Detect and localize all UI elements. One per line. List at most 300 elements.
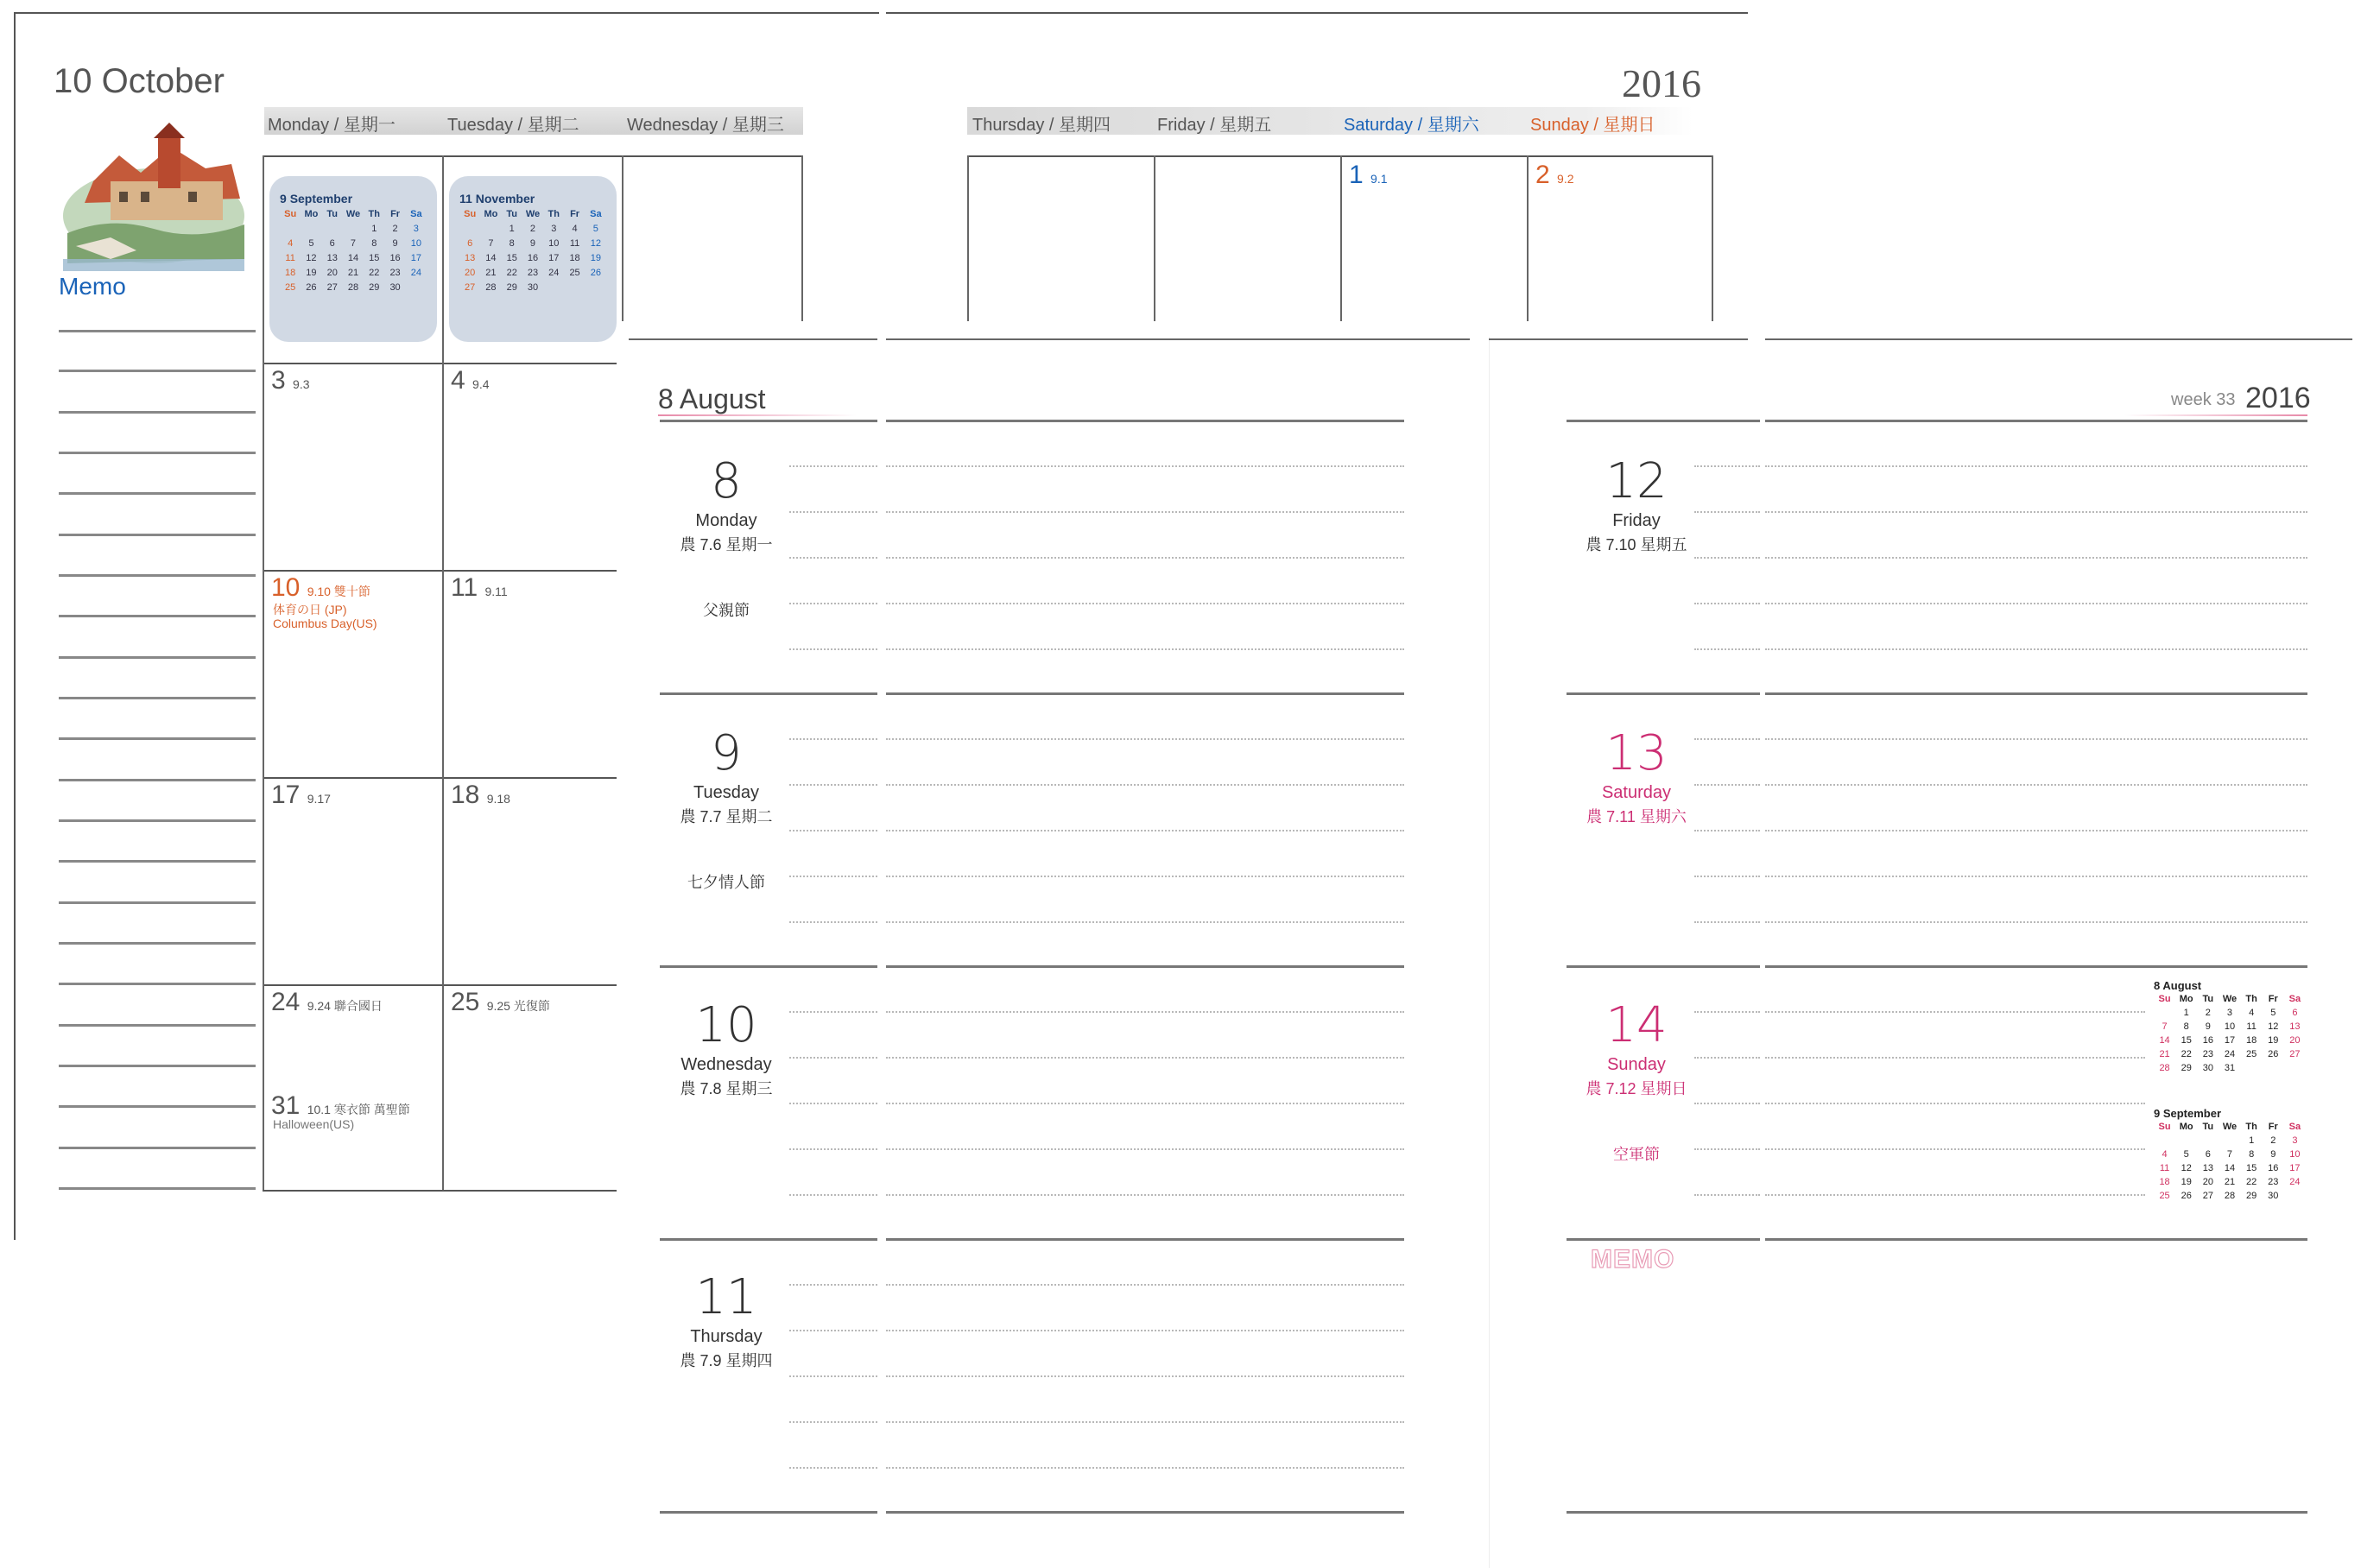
writing-line[interactable] xyxy=(789,1148,877,1150)
mini-calendar-day: 12 xyxy=(2181,1163,2192,1173)
memo-line[interactable] xyxy=(59,860,256,863)
mini-calendar-day: 9 xyxy=(529,238,536,249)
mini-calendar-day xyxy=(2263,1063,2284,1073)
memo-outline-label: MEMO xyxy=(1591,1245,1675,1274)
mini-calendar-day xyxy=(2154,1008,2175,1018)
memo-line[interactable] xyxy=(59,411,256,414)
mini-calendar-day: 30 xyxy=(527,282,539,293)
mini-calendar-head: We xyxy=(345,209,361,219)
mini-calendar-day: 5 xyxy=(592,224,598,234)
mini-calendar-day: 25 xyxy=(285,282,296,293)
mini-calendar-day: 26 xyxy=(590,268,601,278)
writing-line[interactable] xyxy=(789,1467,877,1469)
mini-calendar-head: We xyxy=(525,209,541,219)
mini-calendar-day: 16 xyxy=(2268,1163,2279,1173)
memo-line[interactable] xyxy=(59,1187,256,1190)
writing-line[interactable] xyxy=(1765,921,2307,923)
writing-line[interactable] xyxy=(1694,603,1760,604)
mini-calendar-head: Fr xyxy=(2268,1122,2278,1132)
mini-calendar-day: 1 xyxy=(371,224,377,234)
mini-calendar-head: Mo xyxy=(2179,994,2193,1004)
mini-calendar-day: 19 xyxy=(2268,1035,2279,1046)
mini-calendar-day xyxy=(2284,1063,2306,1073)
day-block-wednesday[interactable]: 10 Wednesday 農 7.8 星期三 xyxy=(680,997,773,1097)
mini-calendar-day: 16 xyxy=(2202,1035,2213,1046)
writing-line[interactable] xyxy=(1694,921,1760,923)
mini-calendar-day: 10 xyxy=(548,238,560,249)
mini-calendar-day: 2 xyxy=(529,224,536,234)
weekday-header-tuesday: Tuesday / 星期二 xyxy=(447,116,579,135)
mini-calendar-day: 8 xyxy=(2249,1149,2255,1160)
day-cell-25[interactable]: 25 9.25 光復節 xyxy=(451,988,550,1016)
mini-calendar-head: Fr xyxy=(570,209,580,219)
writing-line[interactable] xyxy=(886,876,1404,877)
day-block-monday[interactable]: 8 Monday 農 7.6 星期一 父親節 xyxy=(680,453,773,619)
mini-calendar-day: 17 xyxy=(410,253,421,263)
day-block-tuesday[interactable]: 9 Tuesday 農 7.7 星期二 七夕情人節 xyxy=(680,725,773,891)
castle-painting-illustration xyxy=(59,121,249,276)
mini-calendar-day: 10 xyxy=(2289,1149,2301,1160)
mini-calendar-day: 21 xyxy=(347,268,359,278)
mini-calendar-head: Th xyxy=(2245,1122,2257,1132)
mini-calendar-day: 15 xyxy=(2181,1035,2192,1046)
writing-line[interactable] xyxy=(789,1421,877,1423)
section-divider xyxy=(660,420,877,422)
mini-calendar-day: 10 xyxy=(2224,1021,2236,1032)
writing-line[interactable] xyxy=(789,830,877,831)
memo-line[interactable] xyxy=(59,697,256,699)
day-cell-31[interactable]: 31 10.1 寒衣節 萬聖節 xyxy=(271,1091,410,1120)
mini-calendar-day xyxy=(301,224,321,234)
memo-line[interactable] xyxy=(59,1105,256,1108)
writing-line[interactable] xyxy=(1765,1148,2145,1150)
writing-line[interactable] xyxy=(789,1103,877,1104)
writing-line[interactable] xyxy=(1765,465,2307,467)
writing-line[interactable] xyxy=(789,648,877,650)
holiday-note: Columbus Day(US) xyxy=(273,616,377,630)
mini-calendar-day: 26 xyxy=(2268,1049,2279,1059)
weekly-right-year: 2016 xyxy=(2245,382,2311,414)
writing-line[interactable] xyxy=(789,1330,877,1331)
section-divider xyxy=(660,692,877,695)
writing-line[interactable] xyxy=(1765,1103,2145,1104)
mini-calendar-head: Sa xyxy=(2288,1122,2301,1132)
writing-line[interactable] xyxy=(1765,1194,2145,1196)
mini-calendar-day xyxy=(480,224,501,234)
mini-calendar-day: 19 xyxy=(590,253,601,263)
mini-calendar-day: 13 xyxy=(2202,1163,2213,1173)
section-divider xyxy=(1765,692,2307,695)
mini-calendar-day: 2 xyxy=(2270,1135,2276,1146)
memo-line[interactable] xyxy=(59,492,256,495)
writing-line[interactable] xyxy=(789,1057,877,1059)
mini-calendar-head: We xyxy=(2222,994,2238,1004)
writing-line[interactable] xyxy=(886,1375,1404,1377)
mini-calendar-day: 1 xyxy=(2183,1008,2189,1018)
writing-line[interactable] xyxy=(1765,603,2307,604)
writing-line[interactable] xyxy=(789,1375,877,1377)
writing-line[interactable] xyxy=(1765,876,2307,877)
writing-line[interactable] xyxy=(1765,1011,2145,1013)
memo-line[interactable] xyxy=(59,983,256,985)
mini-calendar-day: 17 xyxy=(2289,1163,2301,1173)
mini-calendar-day xyxy=(586,282,606,293)
mini-calendar-day: 1 xyxy=(2249,1135,2255,1146)
mini-calendar-september-small: 9 September Su Mo Tu We Th Fr Sa 1 2 3 4 5 6 7 8 9 10 11 12 13 14 15 16 17 18 19 20 21 22 23 24 25 26 27 28 29 30 xyxy=(2154,1107,2306,1201)
mini-calendar-day: 19 xyxy=(306,268,317,278)
mini-calendar-day: 11 xyxy=(2246,1021,2257,1032)
mini-calendar-day: 7 xyxy=(488,238,494,249)
writing-line[interactable] xyxy=(1765,738,2307,740)
mini-calendar-day: 14 xyxy=(347,253,359,263)
mini-calendar-day: 26 xyxy=(2181,1191,2192,1201)
day-cell-18[interactable]: 18 9.18 xyxy=(451,781,510,809)
writing-line[interactable] xyxy=(886,1330,1404,1331)
mini-calendar-day: 21 xyxy=(2224,1177,2236,1187)
section-divider xyxy=(1765,965,2307,968)
mini-calendar-day xyxy=(2175,1135,2197,1146)
mini-calendar-day: 18 xyxy=(285,268,296,278)
mini-calendar-day: 22 xyxy=(2246,1177,2257,1187)
weekday-header-wednesday: Wednesday / 星期三 xyxy=(627,116,784,135)
memo-line[interactable] xyxy=(59,737,256,740)
mini-calendar-day xyxy=(2219,1135,2240,1146)
mini-calendar-day: 23 xyxy=(527,268,539,278)
mini-calendar-day: 30 xyxy=(2268,1191,2279,1201)
writing-line[interactable] xyxy=(1765,1057,2145,1059)
mini-calendar-head: Th xyxy=(368,209,380,219)
day-block-saturday[interactable]: 13 Saturday 農 7.11 星期六 xyxy=(1586,725,1687,825)
mini-calendar-day xyxy=(2241,1063,2263,1073)
mini-calendar-day: 16 xyxy=(527,253,539,263)
weekday-header-monday: Monday / 星期一 xyxy=(268,116,396,135)
mini-calendar-day: 3 xyxy=(413,224,419,234)
writing-line[interactable] xyxy=(1694,1194,1760,1196)
mini-calendar-day: 29 xyxy=(369,282,380,293)
mini-calendar-day: 20 xyxy=(465,268,476,278)
writing-line[interactable] xyxy=(886,738,1404,740)
mini-calendar-day xyxy=(343,224,364,234)
memo-line[interactable] xyxy=(59,370,256,372)
writing-line[interactable] xyxy=(886,784,1404,786)
section-divider xyxy=(1567,1511,2307,1514)
mini-calendar-day: 12 xyxy=(306,253,317,263)
mini-calendar-day: 3 xyxy=(2226,1008,2233,1018)
week-label: week 33 xyxy=(2171,390,2236,409)
mini-calendar-day: 27 xyxy=(465,282,476,293)
memo-line[interactable] xyxy=(59,942,256,945)
mini-calendar-day: 6 xyxy=(467,238,473,249)
mini-calendar-head: We xyxy=(2222,1122,2238,1132)
mini-calendar-day: 22 xyxy=(369,268,380,278)
memo-line[interactable] xyxy=(59,656,256,659)
section-divider xyxy=(1765,420,2307,422)
section-divider xyxy=(886,1238,1404,1241)
memo-label: Memo xyxy=(59,273,126,300)
mini-calendar-head: Tu xyxy=(2202,994,2214,1004)
mini-calendar-day: 21 xyxy=(485,268,497,278)
mini-calendar-day: 14 xyxy=(485,253,497,263)
mini-calendar-day: 3 xyxy=(551,224,557,234)
writing-line[interactable] xyxy=(1765,557,2307,559)
mini-calendar-day: 20 xyxy=(2202,1177,2213,1187)
mini-calendar-day: 26 xyxy=(306,282,317,293)
mini-calendar-head: Tu xyxy=(2202,1122,2214,1132)
section-divider xyxy=(1567,420,1760,422)
memo-line[interactable] xyxy=(59,819,256,822)
mini-calendar-day: 12 xyxy=(590,238,601,249)
mini-calendar-day: 9 xyxy=(2205,1021,2211,1032)
section-divider xyxy=(886,692,1404,695)
writing-line[interactable] xyxy=(789,603,877,604)
mini-calendar-day: 24 xyxy=(410,268,421,278)
memo-line[interactable] xyxy=(59,574,256,577)
mini-calendar-day xyxy=(406,282,427,293)
writing-line[interactable] xyxy=(886,1194,1404,1196)
day-block-sunday[interactable]: 14 Sunday 農 7.12 星期日 空軍節 xyxy=(1586,997,1687,1163)
writing-line[interactable] xyxy=(1694,830,1760,831)
weekday-header-sunday: Sunday / 星期日 xyxy=(1530,116,1655,135)
section-divider xyxy=(660,965,877,968)
mini-calendar-day: 22 xyxy=(2181,1049,2192,1059)
writing-line[interactable] xyxy=(789,557,877,559)
writing-line[interactable] xyxy=(1765,830,2307,831)
writing-line[interactable] xyxy=(886,1467,1404,1469)
mini-calendar-day: 27 xyxy=(2289,1049,2301,1059)
memo-line[interactable] xyxy=(59,330,256,332)
memo-line[interactable] xyxy=(59,534,256,536)
mini-calendar-day: 13 xyxy=(465,253,476,263)
writing-line[interactable] xyxy=(789,921,877,923)
mini-calendar-head: Su xyxy=(2158,994,2171,1004)
mini-calendar-day: 13 xyxy=(326,253,338,263)
memo-line[interactable] xyxy=(59,452,256,454)
memo-line[interactable] xyxy=(59,615,256,617)
section-divider xyxy=(660,1511,877,1514)
writing-line[interactable] xyxy=(789,738,877,740)
writing-line[interactable] xyxy=(886,830,1404,831)
mini-calendar-head: Mo xyxy=(484,209,498,219)
mini-calendar-day xyxy=(280,224,301,234)
memo-line[interactable] xyxy=(59,1065,256,1067)
section-divider xyxy=(1567,1238,1760,1241)
writing-line[interactable] xyxy=(886,1421,1404,1423)
mini-calendar-day: 4 xyxy=(2249,1008,2255,1018)
memo-line[interactable] xyxy=(59,1147,256,1149)
writing-line[interactable] xyxy=(886,1284,1404,1286)
mini-calendar-day: 29 xyxy=(2181,1063,2192,1073)
mini-calendar-day xyxy=(322,224,343,234)
mini-calendar-day: 25 xyxy=(569,268,580,278)
mini-calendar-day: 25 xyxy=(2159,1191,2170,1201)
holiday-note: Halloween(US) xyxy=(273,1117,355,1131)
mini-calendar-day xyxy=(2284,1191,2306,1201)
writing-line[interactable] xyxy=(886,648,1404,650)
mini-calendar-november: 11 November Su Mo Tu We Th Fr Sa 1 2 3 4 5 6 7 8 9 10 11 12 13 14 15 16 17 18 19 20 21 22 23 24 25 26 27 28 29 30 xyxy=(449,176,617,342)
mini-calendar-head: Th xyxy=(2245,994,2257,1004)
writing-line[interactable] xyxy=(1765,784,2307,786)
mini-calendar-day: 15 xyxy=(2246,1163,2257,1173)
mini-calendar-day: 15 xyxy=(506,253,517,263)
month-title: 10 October xyxy=(54,62,225,100)
mini-calendar-day: 4 xyxy=(288,238,294,249)
mini-calendar-day xyxy=(564,282,585,293)
writing-line[interactable] xyxy=(886,1103,1404,1104)
mini-calendar-head: Mo xyxy=(304,209,319,219)
mini-calendar-day: 15 xyxy=(369,253,380,263)
day-cell-4[interactable]: 4 9.4 xyxy=(451,366,490,395)
mini-calendar-day: 11 xyxy=(569,238,580,249)
mini-calendar-day: 24 xyxy=(548,268,560,278)
mini-calendar-day: 31 xyxy=(2224,1063,2236,1073)
weekday-header-thursday: Thursday / 星期四 xyxy=(972,116,1111,135)
memo-line[interactable] xyxy=(59,1024,256,1027)
writing-line[interactable] xyxy=(1694,648,1760,650)
mini-calendar-day: 5 xyxy=(2270,1008,2276,1018)
mini-calendar-head: Sa xyxy=(410,209,422,219)
mini-calendar-day: 21 xyxy=(2159,1049,2170,1059)
mini-calendar-day: 6 xyxy=(329,238,335,249)
writing-line[interactable] xyxy=(1694,557,1760,559)
day-cell-1[interactable]: 1 9.1 xyxy=(1349,161,1388,189)
mini-calendar-day: 7 xyxy=(2162,1021,2168,1032)
writing-line[interactable] xyxy=(789,784,877,786)
mini-calendar-day: 3 xyxy=(2292,1135,2298,1146)
mini-calendar-day: 11 xyxy=(285,253,295,263)
writing-line[interactable] xyxy=(789,465,877,467)
writing-line[interactable] xyxy=(886,1148,1404,1150)
day-block-friday[interactable]: 12 Friday 農 7.10 星期五 xyxy=(1586,453,1687,553)
day-cell-10[interactable]: 10 9.10 雙十節 xyxy=(271,573,370,602)
writing-line[interactable] xyxy=(886,603,1404,604)
mini-calendar-day: 14 xyxy=(2159,1035,2170,1046)
writing-line[interactable] xyxy=(789,876,877,877)
writing-line[interactable] xyxy=(1765,511,2307,513)
mini-calendar-day: 23 xyxy=(389,268,401,278)
mini-calendar-day: 24 xyxy=(2224,1049,2236,1059)
mini-calendar-head: Mo xyxy=(2179,1122,2193,1132)
mini-calendar-day: 24 xyxy=(2289,1177,2301,1187)
day-cell-3[interactable]: 3 9.3 xyxy=(271,366,310,395)
mini-calendar-day: 28 xyxy=(347,282,359,293)
mini-calendar-day: 23 xyxy=(2202,1049,2213,1059)
section-divider xyxy=(886,420,1404,422)
mini-calendar-day: 17 xyxy=(548,253,560,263)
mini-calendar-day: 9 xyxy=(2270,1149,2276,1160)
mini-calendar-day: 28 xyxy=(2159,1063,2170,1073)
mini-calendar-day: 8 xyxy=(509,238,515,249)
writing-line[interactable] xyxy=(789,1194,877,1196)
weekday-header-saturday: Saturday / 星期六 xyxy=(1344,116,1479,135)
year-title: 2016 xyxy=(1622,61,1701,105)
mini-calendar-day: 19 xyxy=(2181,1177,2192,1187)
mini-calendar-day: 5 xyxy=(2183,1149,2189,1160)
writing-line[interactable] xyxy=(789,1011,877,1013)
mini-calendar-head: Sa xyxy=(590,209,602,219)
mini-calendar-day: 27 xyxy=(326,282,338,293)
weekly-left-title: 8 August xyxy=(658,383,766,414)
mini-calendar-day: 10 xyxy=(410,238,421,249)
mini-calendar-day: 8 xyxy=(2183,1021,2189,1032)
day-cell-17[interactable]: 17 9.17 xyxy=(271,781,331,809)
mini-calendar-day: 7 xyxy=(350,238,357,249)
mini-calendar-head: Fr xyxy=(2268,994,2278,1004)
mini-calendar-day: 2 xyxy=(392,224,398,234)
day-cell-24[interactable]: 24 9.24 聯合國日 xyxy=(271,988,383,1016)
mini-calendar-day: 20 xyxy=(326,268,338,278)
mini-calendar-day: 6 xyxy=(2292,1008,2298,1018)
mini-calendar-head: Fr xyxy=(390,209,401,219)
memo-line[interactable] xyxy=(59,901,256,904)
mini-calendar-day xyxy=(543,282,564,293)
writing-line[interactable] xyxy=(886,1057,1404,1059)
day-cell-2[interactable]: 2 9.2 xyxy=(1535,161,1574,189)
mini-calendar-day: 11 xyxy=(2159,1163,2170,1173)
day-cell-11[interactable]: 11 9.11 xyxy=(451,573,508,602)
mini-calendar-day: 18 xyxy=(2246,1035,2257,1046)
memo-line[interactable] xyxy=(59,779,256,781)
mini-calendar-day: 16 xyxy=(389,253,401,263)
mini-calendar-day: 4 xyxy=(2162,1149,2168,1160)
writing-line[interactable] xyxy=(886,511,1404,513)
mini-calendar-day: 9 xyxy=(392,238,398,249)
writing-line[interactable] xyxy=(1765,648,2307,650)
mini-calendar-day: 5 xyxy=(308,238,314,249)
mini-calendar-day: 30 xyxy=(389,282,401,293)
mini-calendar-day xyxy=(2154,1135,2175,1146)
mini-calendar-august: 8 August Su Mo Tu We Th Fr Sa 1 2 3 4 5 6 7 8 9 10 11 12 13 14 15 16 17 18 19 20 21 22 23 24 25 26 27 28 29 30 31 xyxy=(2154,979,2306,1073)
mini-calendar-head: Su xyxy=(284,209,297,219)
mini-calendar-day xyxy=(2197,1135,2219,1146)
mini-calendar-day: 18 xyxy=(2159,1177,2170,1187)
mini-calendar-day: 22 xyxy=(506,268,517,278)
mini-calendar-day: 28 xyxy=(485,282,497,293)
mini-calendar-head: Sa xyxy=(2288,994,2301,1004)
mini-calendar-day: 18 xyxy=(569,253,580,263)
mini-calendar-day xyxy=(459,224,480,234)
mini-calendar-september: 9 September Su Mo Tu We Th Fr Sa 1 2 3 4 5 6 7 8 9 10 11 12 13 14 15 16 17 18 19 20 21 22 23 24 25 26 27 28 29 30 xyxy=(269,176,437,342)
weekday-header-friday: Friday / 星期五 xyxy=(1157,116,1272,135)
mini-calendar-day: 27 xyxy=(2202,1191,2213,1201)
writing-line[interactable] xyxy=(789,511,877,513)
writing-line[interactable] xyxy=(1694,876,1760,877)
mini-calendar-head: Tu xyxy=(326,209,339,219)
section-divider xyxy=(660,1238,877,1241)
writing-line[interactable] xyxy=(886,1011,1404,1013)
day-block-thursday[interactable]: 11 Thursday 農 7.9 星期四 xyxy=(680,1269,773,1369)
mini-calendar-day: 14 xyxy=(2224,1163,2236,1173)
mini-calendar-day: 25 xyxy=(2246,1049,2257,1059)
mini-calendar-day: 29 xyxy=(506,282,517,293)
section-divider xyxy=(1567,965,1760,968)
mini-calendar-day: 6 xyxy=(2205,1149,2211,1160)
writing-line[interactable] xyxy=(886,921,1404,923)
writing-line[interactable] xyxy=(789,1284,877,1286)
monthly-page-right xyxy=(886,12,1748,342)
mini-calendar-head: Su xyxy=(2158,1122,2171,1132)
mini-calendar-day: 8 xyxy=(371,238,377,249)
writing-line[interactable] xyxy=(886,465,1404,467)
mini-calendar-head: Su xyxy=(464,209,477,219)
mini-calendar-day: 2 xyxy=(2205,1008,2211,1018)
writing-line[interactable] xyxy=(886,557,1404,559)
section-divider xyxy=(1567,692,1760,695)
mini-calendar-day: 17 xyxy=(2224,1035,2236,1046)
mini-calendar-day: 4 xyxy=(572,224,578,234)
mini-calendar-day: 30 xyxy=(2202,1063,2213,1073)
holiday-note: 体育の日 (JP) xyxy=(273,603,347,616)
section-divider xyxy=(1765,1238,2307,1241)
